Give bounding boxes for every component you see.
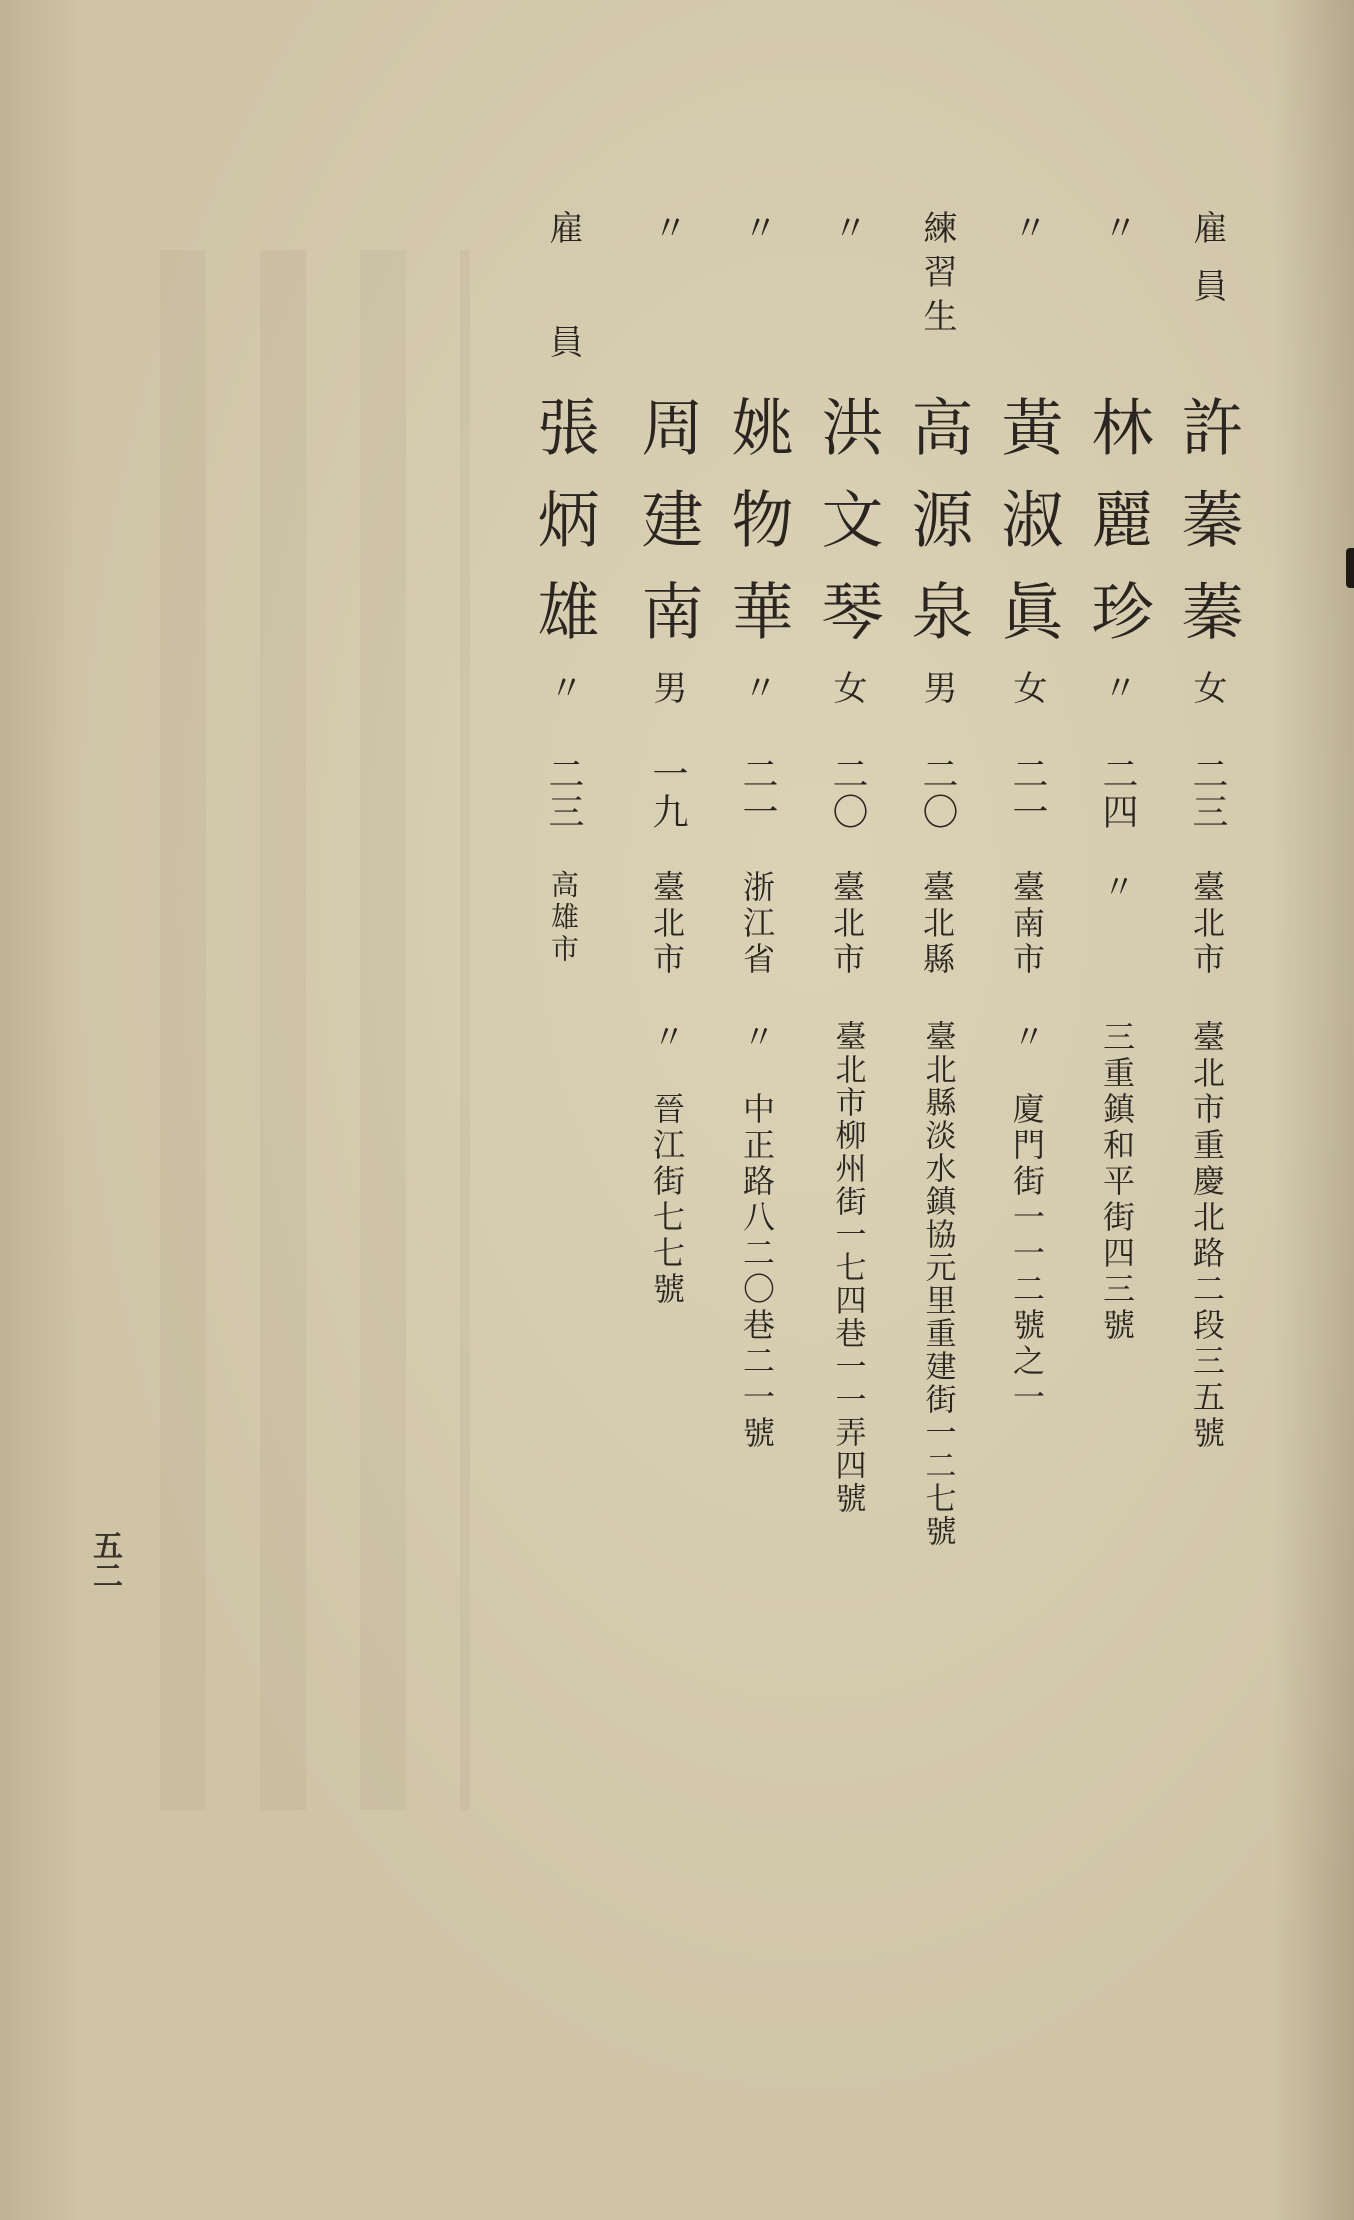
entry-name: 林麗珍 (1081, 395, 1154, 671)
entry-sex: 女 (1187, 670, 1227, 704)
entry-name: 張炳雄 (527, 395, 600, 671)
entry-name: 黃淑眞 (991, 395, 1064, 671)
entry-name: 許蓁蓁 (1171, 395, 1244, 671)
entry-age: 二三 (543, 755, 584, 831)
entry-sex: 男 (917, 670, 957, 704)
entry-origin: 〃 (1098, 870, 1136, 906)
entry-role: 〃 (647, 210, 687, 268)
entry-row (1072, 0, 1162, 1700)
entry-age: 二四 (1097, 755, 1138, 831)
entry-row (892, 0, 982, 1700)
entry-role: 雇員 (543, 210, 583, 438)
entry-sex: 女 (1007, 670, 1047, 704)
entry-row (712, 0, 802, 1700)
entry-sex: 〃 (1097, 670, 1137, 704)
entry-age: 二〇 (827, 755, 868, 831)
entry-row (518, 0, 608, 1700)
entry-name: 洪文琴 (811, 395, 884, 671)
entry-address: 臺北縣淡水鎮協元里重建街一二七號 (919, 1020, 956, 1548)
entry-sex: 〃 (737, 670, 777, 704)
entry-origin: 臺南市 (1008, 870, 1046, 978)
binding-mark (1346, 548, 1354, 588)
entry-row (982, 0, 1072, 1700)
entry-name: 姚物華 (721, 395, 794, 671)
entry-name: 高源泉 (901, 395, 974, 671)
entry-role: 練習生 (917, 210, 957, 342)
entry-role: 雇員 (1187, 210, 1227, 326)
entry-role: 〃 (827, 210, 867, 268)
entry-age: 一九 (647, 755, 688, 831)
entry-origin: 高雄市 (547, 870, 580, 966)
entry-role: 〃 (1007, 210, 1047, 268)
entry-origin: 浙江省 (738, 870, 776, 978)
entry-row (802, 0, 892, 1700)
entry-address: 臺北市重慶北路二段三五號 (1188, 1020, 1226, 1452)
entry-address: 〃 中正路八二〇巷二一號 (738, 1020, 776, 1452)
entry-age: 二一 (737, 755, 778, 831)
entry-sex: 〃 (543, 670, 583, 704)
entry-origin: 臺北市 (648, 870, 686, 978)
entry-age: 二三 (1187, 755, 1228, 831)
entry-address: 〃 晉江街七七號 (648, 1020, 686, 1308)
entry-age: 二〇 (917, 755, 958, 831)
bleed-through-text (160, 250, 470, 1810)
entry-age: 二一 (1007, 755, 1048, 831)
entry-row (1162, 0, 1252, 1700)
page-number: 五二 (87, 1530, 122, 1590)
entry-address: 〃 廈門街一一二號之一 (1008, 1020, 1046, 1416)
entry-name: 周建南 (631, 395, 704, 671)
entry-origin: 臺北市 (1188, 870, 1226, 978)
entry-sex: 男 (647, 670, 687, 704)
entry-sex: 女 (827, 670, 867, 704)
entry-address: 三重鎮和平街四三號 (1098, 1020, 1136, 1344)
entry-role: 〃 (737, 210, 777, 268)
entry-row (622, 0, 712, 1700)
entry-role: 〃 (1097, 210, 1137, 268)
entry-address: 臺北市柳州街一七四巷一一弄四號 (829, 1020, 866, 1515)
entry-origin: 臺北市 (828, 870, 866, 978)
entry-origin: 臺北縣 (918, 870, 956, 978)
